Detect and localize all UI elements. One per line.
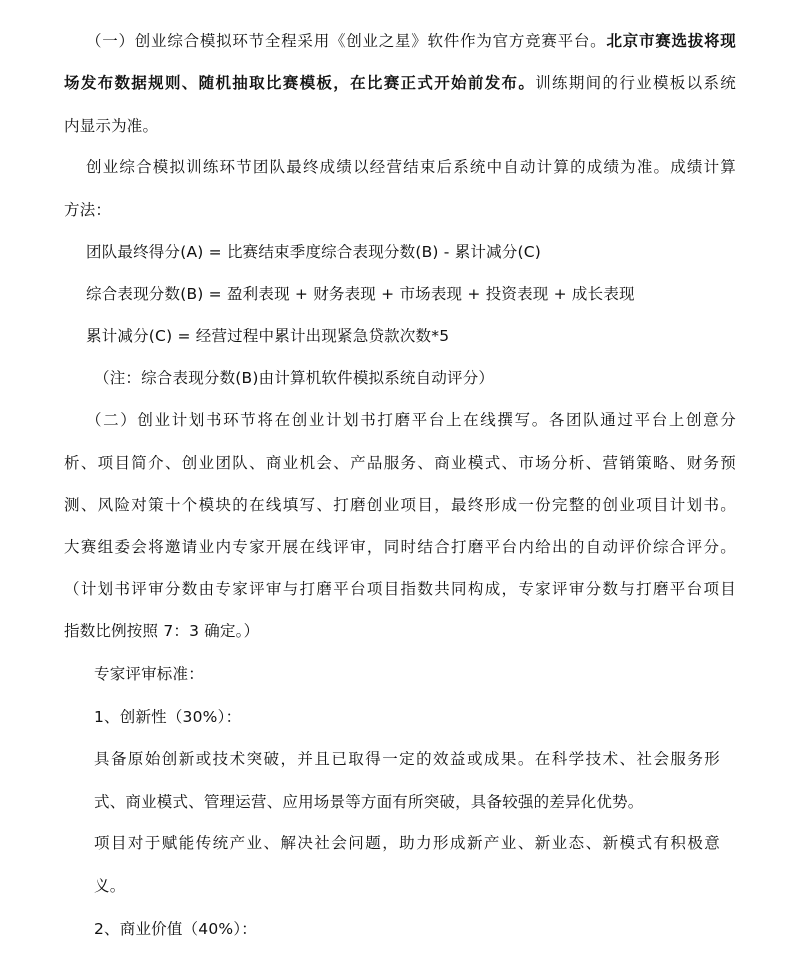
beijing-selection-bold-text: 北京市赛选拔将现 (606, 32, 736, 50)
paragraph-plan-line-6: 指数比例按照 7：3 确定。） (64, 622, 260, 640)
score-note: （注：综合表现分数(B)由计算机软件模拟系统自动评分） (94, 369, 495, 387)
paragraph-plan-line-5: （计划书评审分数由专家评审与打磨平台项目指数共同构成，专家评审分数与打磨平台项目 (64, 580, 736, 598)
paragraph-platform-line-3: 内显示为准。 (64, 117, 159, 135)
criterion-innovation-title: 1、创新性（30%）： (94, 708, 242, 726)
paragraph-score-line-1: 创业综合模拟训练环节团队最终成绩以经营结束后系统中自动计算的成绩为准。成绩计算 (86, 158, 736, 176)
innovation-impact-line-1: 项目对于赋能传统产业、解决社会问题，助力形成新产业、新业态、新模式有积极意 (94, 834, 720, 852)
paragraph-platform-line-1 (64, 30, 736, 52)
paragraph-plan-line-3: 测、风险对策十个模块的在线填写、打磨创业项目，最终形成一份完整的创业项目计划书。 (64, 496, 736, 514)
paragraph-platform-line-2 (64, 72, 736, 94)
formula-performance-score: 综合表现分数(B) = 盈利表现 + 财务表现 + 市场表现 + 投资表现 + 成长表现 (86, 285, 635, 303)
criterion-business-value-title: 2、商业价值（40%）： (94, 920, 257, 938)
innovation-desc-line-2: 式、商业模式、管理运营、应用场景等方面有所突破，具备较强的差异化优势。 (94, 793, 644, 811)
paragraph-plan-line-1: （二）创业计划书环节将在创业计划书打磨平台上在线撰写。各团队通过平台上创意分 (86, 411, 736, 429)
paragraph-score-line-2: 方法： (64, 201, 112, 219)
criteria-heading: 专家评审标准： (94, 665, 204, 683)
training-template-text: 训练期间的行业模板以系统 (535, 74, 736, 92)
innovation-desc-line-1: 具备原始创新或技术突破，并且已取得一定的效益或成果。在科学技术、社会服务形 (94, 750, 720, 768)
platform-intro-text: （一）创业综合模拟环节全程采用《创业之星》软件作为官方竞赛平台。 (86, 32, 607, 50)
formula-final-score: 团队最终得分(A) = 比赛结束季度综合表现分数(B) - 累计减分(C) (86, 243, 542, 261)
paragraph-plan-line-2: 析、项目简介、创业团队、商业机会、产品服务、商业模式、市场分析、营销策略、财务预 (64, 454, 736, 472)
innovation-impact-line-2: 义。 (94, 877, 126, 895)
formula-deduction: 累计减分(C) = 经营过程中累计出现紧急贷款次数*5 (86, 327, 450, 345)
data-rules-bold-text: 场发布数据规则、随机抽取比赛模板，在比赛正式开始前发布。 (64, 74, 536, 92)
paragraph-plan-line-4: 大赛组委会将邀请业内专家开展在线评审，同时结合打磨平台内给出的自动评价综合评分。 (64, 538, 736, 556)
